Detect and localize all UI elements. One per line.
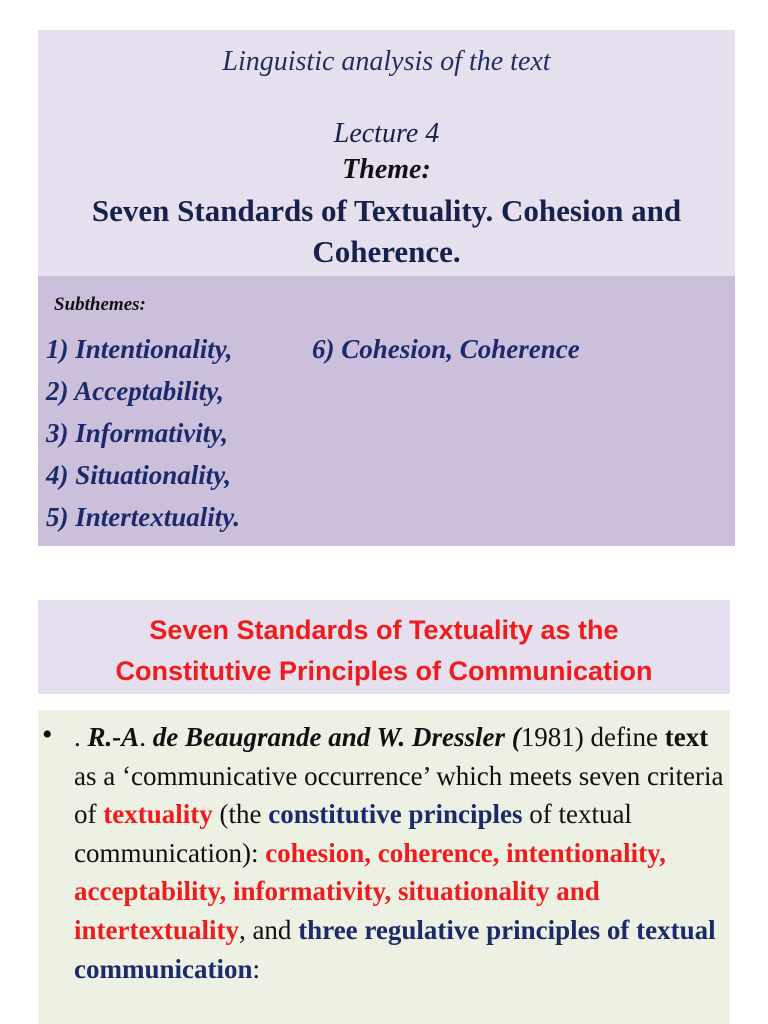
term-regulative-principles: three regulative principles of textual communication <box>74 914 716 984</box>
slide2-title-line-2: Constitutive Principles of Communication <box>115 656 653 686</box>
theme-label: Theme: <box>342 154 431 185</box>
subtheme-list <box>46 328 240 538</box>
slide2-title <box>38 610 730 692</box>
term-textuality: textuality <box>103 799 213 830</box>
text-segment: (the <box>212 799 269 830</box>
slide2-body-panel <box>38 710 730 1024</box>
subtheme-item: 5) Intertextuality. <box>46 502 240 532</box>
term-constitutive-principles: constitutive principles <box>268 799 523 830</box>
text-segment: : <box>252 953 261 984</box>
subtheme-item-6: 6) Cohesion, Coherence <box>312 334 580 364</box>
slide2-title-line-1: Seven Standards of Textuality as the <box>149 615 619 645</box>
text-segment: as a ‘communicative occurrence’ which meets seven criteria of <box>74 760 724 830</box>
slide2-title-panel <box>38 600 730 694</box>
text-segment: . <box>139 722 153 752</box>
subtheme-item: 3) Informativity, <box>46 418 228 448</box>
theme-title: Seven Standards of Textuality. Cohesion and Coherence. <box>91 193 682 269</box>
subtheme-item: 1) Intentionality, <box>46 334 233 364</box>
subtheme-item: 2) Acceptability, <box>46 376 224 406</box>
term-text: text <box>664 722 709 752</box>
bullet-icon: • <box>42 718 53 751</box>
subthemes-label: Subthemes: <box>54 294 146 315</box>
criteria-list: cohesion, coherence, intentionality, acceptability, informativity, situationality and intertextuality <box>74 837 666 945</box>
text-segment: 1981) define <box>520 722 665 752</box>
text-segment: of textual communication): <box>74 799 632 868</box>
subtheme-item: 4) Situationality, <box>46 460 232 490</box>
subthemes-panel <box>38 276 735 546</box>
text-segment: , and <box>238 914 299 945</box>
course-title: Linguistic analysis of the text <box>222 46 551 77</box>
author-initials: R.-A <box>87 722 140 752</box>
definition-paragraph <box>74 718 730 988</box>
lecture-number: Lecture 4 <box>333 118 440 149</box>
slide-title-panel <box>38 30 735 276</box>
author-names: de Beaugrande and W. Dressler ( <box>152 722 521 752</box>
text-segment: . <box>74 722 88 752</box>
